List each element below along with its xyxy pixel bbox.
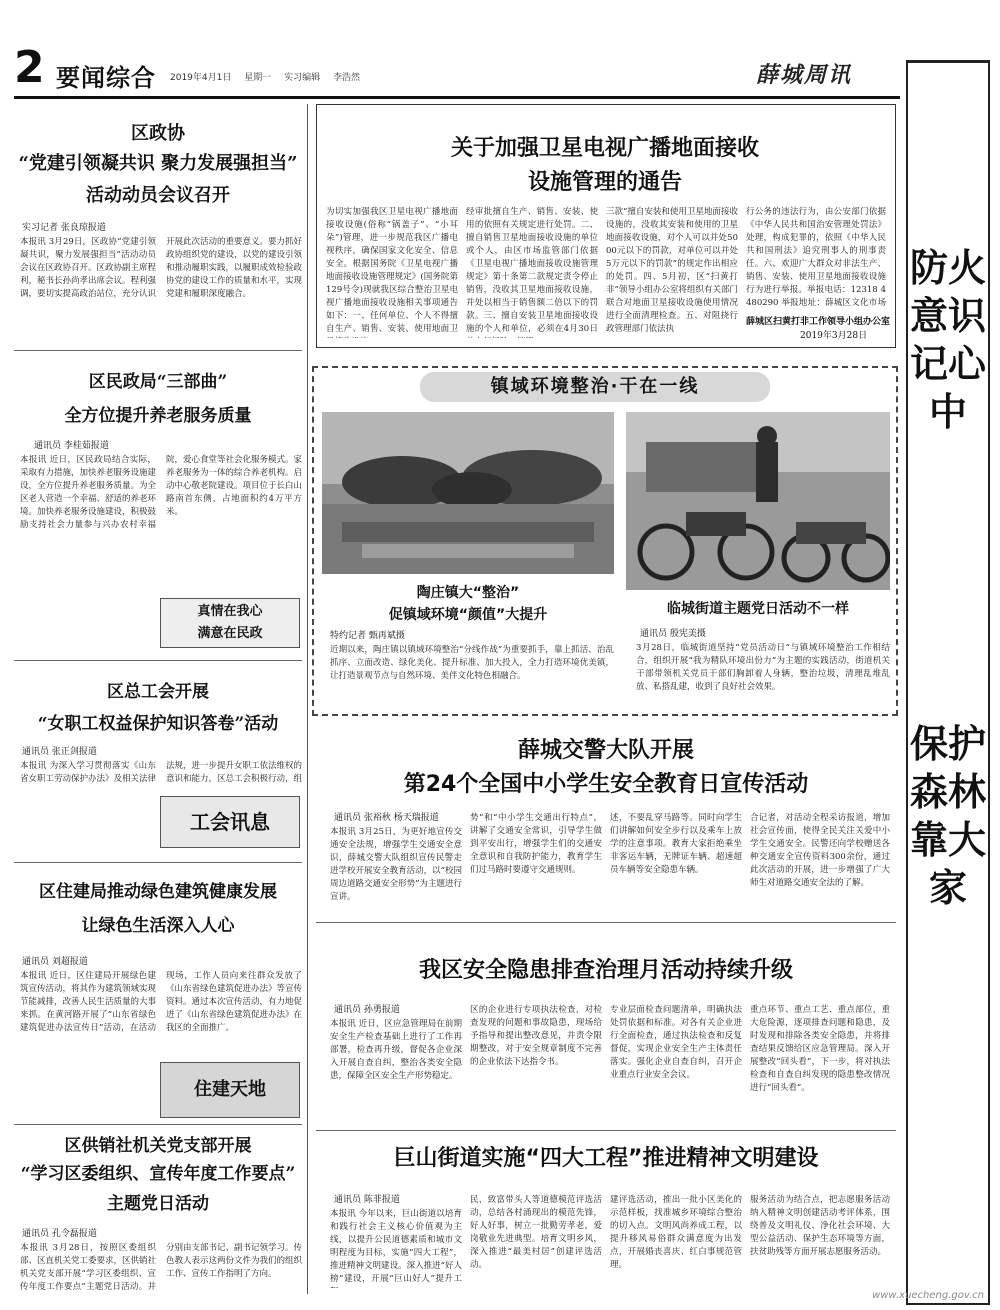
story2-title: 全方位提升养老服务质量 — [64, 406, 252, 426]
story4-title: 让绿色生活深入人心 — [81, 916, 235, 936]
motorcycle-photo-illustration — [626, 412, 890, 590]
feature-left-photo — [322, 412, 614, 574]
issue-weekday: 星期一 — [244, 73, 272, 83]
story3-body: 本报讯 为深入学习贯彻落实《山东省女职工劳动保护办法》及相关法律法规，进一步提升女职工依法维权的意识和能力，区总工会积极行动，组 — [20, 761, 302, 784]
feature-right-body: 3月28日，临城街道坚持“党员活动日”与镇域环境整治工作相结合，组织开展“我为精队环境出份力”为主题的实践活动，街道机关干部带领机关党员干部们胸卸着人身辆，整治垃圾，清理乱堆乱放、私搭乱建，收到了良好社会效果。 — [636, 643, 890, 692]
column-divider — [307, 104, 308, 1294]
traffic-byline: 通讯员 张裕秋 杨天瑞报道 — [334, 813, 439, 823]
section-name: 要闻综合 — [56, 64, 156, 92]
story1-body: 本报讯 3月29日，区政协“党建引领凝共识，聚力发展强担当”活动动员会议在区政协召开。区政协副主席程利，秘书长孙尚孝出席会议。程利强调，要切实提高政治站位，充分认识开展此次活动的重要意义。要力抓好政协组织党的建设，以党的建设引领和推动履职实践，以履职成效检验政协党的建设工作的质量和水平，实现党建和履职深度融合。 — [20, 237, 302, 299]
story5-subtitle: 主题党日活动 — [107, 1194, 209, 1214]
story2-image — [160, 598, 300, 648]
jushan-body-col1: 本报讯 今年以来，巨山街道以培育和践行社会主义核心价值观为主线，以提升公民道德素质和城市文明程度为目标，实施“四大工程”，推进精神文明建设。深入推进“好人榜”建设，开展“巨山好人”提升工 — [330, 1209, 462, 1284]
notice-body-col3: 三款“擅自安装和使用卫星地面接收设施的，没收其安装和使用的卫星地面接收设施，对个人可以并处5000元以下的罚款，对单位可以并处5万元以下的罚款”的规定作出相应的处罚。四、5月初，区“扫黄打非”领导小组办公室将组织有关部门联合对地面卫星接收设施使用情况进行全面清理检查。五、对阻挠行政管理部门依法执 — [606, 207, 738, 334]
traffic-body-col3: 述，不要乱穿马路等。同时向学生们讲解如何安全步行以及乘车上放学的注意事项。教育大家拒绝乘坐非客运车辆，无牌证车辆、超速超员车辆等安全隐患车辆。 — [610, 813, 742, 875]
story2-kicker: 区民政局“三部曲” — [88, 372, 228, 392]
traffic-title — [316, 734, 896, 802]
story4-kicker: 区住建局推动绿色建筑健康发展 — [39, 882, 277, 902]
safety-body-col2: 区的企业进行专项执法检查，对检查发现的问题和事故隐患，现场给予指导和提出整改意见，并责令限期整改，对于安全规章制度不完善的企业依法下达指令书。 — [470, 1005, 602, 1067]
issue-date: 2019年4月1日 — [170, 73, 232, 83]
notice-body-col1: 为切实加强我区卫星电视广播地面接收设施(俗称“锅盖子”、“小耳朵”)管理，进一步规范我区广播电视秩序，确保国家文化安全、信息安全。根据国务院《卫星电视广播地面接收设施管理规定》(国务院第129号令)现就我区综合整治卫星电视广播地面接收设施相关事项通告如下：一、任何单位、个人不得擅自生产、销售、安装、使用地面卫 — [326, 207, 458, 334]
masthead-rule — [14, 96, 900, 99]
story-divider — [14, 1124, 302, 1125]
safety-title: 我区安全隐患排查治理月活动持续升级 — [418, 958, 793, 983]
story2-image-line1: 真情在我心 — [197, 604, 263, 619]
masthead-meta — [170, 70, 370, 83]
story5-body: 本报讯 3月28日，按照区委组织部、区直机关党工委要求，区供销社机关党支部开展“学习区委组织、宣传年度工作要点”主题党日活动。并分别由支部书记、副书记领学习。传色教人表示这两份文件为我们的组织工作、宣传工作指明了方向。 — [20, 1243, 302, 1292]
traffic-title-line2: 第24个全国中小学生安全教育日宣传活动 — [403, 772, 809, 797]
story1-title: “党建引领凝共识 聚力发展强担当” — [18, 153, 298, 174]
story4-image-text: 住建天地 — [194, 1079, 266, 1100]
slogan-part1: 防火意识记心中 — [909, 246, 986, 434]
story4-body: 本报讯 近日，区住建局开展绿色建筑宣传活动，将其作为建筑领域实现节能减排，改善人民生活质量的大事来抓。在黄河路开展了“山东省绿色建筑促进办法宣传日”活动，在活动现场，工作人员向来往群众发放了《山东省绿色建筑促进办法》等宣传资料。通过本次宣传活动，有力地促进了《山东省绿色建筑促进办法》在我区的全面推广。 — [20, 971, 302, 1033]
story-divider — [316, 922, 896, 923]
notice-title-line2: 设施管理的通告 — [527, 170, 682, 195]
page-number: 2 — [14, 42, 45, 93]
plaza-photo-illustration — [322, 412, 614, 574]
notice-signoff: 薛城区扫黄打非工作领导小组办公室 — [746, 317, 891, 327]
feature-left-caption-line2: 促镇域环境“颜值”大提升 — [388, 607, 548, 623]
notice-date: 2019年3月28日 — [800, 331, 868, 341]
feature-right-caption: 临城街道主题党日活动不一样 — [667, 601, 849, 617]
feature-left-caption — [322, 582, 614, 626]
editor-label: 实习编辑 — [284, 73, 321, 83]
story1-kicker: 区政协 — [131, 123, 185, 144]
story2-image-line2: 满意在民政 — [197, 626, 263, 641]
feature-left-body: 近期以来，陶庄镇以镇域环境整治“分线作战”为重要抓手，靠上抓活、治乱抓序、立面改造、绿化美化、提升标准、加大投入，全力打造环境优美镇，让打造景观节点与自然环境、美伴文化特色相融合。 — [330, 645, 614, 681]
traffic-body-col4: 合记者，对活动全程采访报道，增加社会宣传面，使得全民关注关爱中小学生交通安全。民警还向学校赠送各种交通安全宣传资料300余份，通过此次活动的开展，进一步增强了广大师生对道路交通安全法的了解。 — [750, 813, 890, 888]
feature-right-photo — [626, 412, 890, 590]
safety-byline: 通讯员 孙勇报道 — [334, 1005, 400, 1015]
notice-body-col2: 经审批擅自生产、销售、安装、使用的依照有关规定进行处罚。二、擅自销售卫星地面接收设施的单位或个人，由区市场监管部门依据《卫星电视广播地面接收设施管理规定》第十条第二款规定责令停止销售，没收其卫星地面接收设施，并处以相当于销售额二倍以下的罚款。三、擅自安装卫星地面接收设施的个人和单位，必须在4月30日 — [466, 207, 598, 334]
story5-title: “学习区委组织、宣传年度工作要点” — [20, 1164, 296, 1184]
safety-body-col1: 本报讯 近日，区应急管理局在前期安全生产检查基础上进行了工作再部署，检查再升级，督促各企业深入开展自查自纠，整治各类安全隐患，保障全区安全生产形势稳定。 — [330, 1019, 462, 1081]
story1-subtitle: 活动动员会议召开 — [86, 185, 230, 206]
feature-banner: 镇域环境整治·干在一线 — [420, 372, 770, 402]
story2-byline: 通讯员 李桂茹报道 — [34, 441, 109, 451]
story3-title: “女职工权益保护知识答卷”活动 — [37, 714, 279, 734]
feature-right-byline: 通讯员 殷宪美摄 — [640, 629, 706, 639]
slogan-part2: 保护森林靠大家 — [909, 722, 986, 910]
notice-body-col4: 行公务的违法行为，由公安部门依据《中华人民共和国治安管理处罚法》处理，构成犯罪的，依照《中华人民共和国刑法》追究刑事人的刑事责任。六、欢迎广大群众对非法生产、销售、安装、使用卫星地面接收设施行为进行举报。举报电话：12318 4480290 举报地址：薛城区文化市场 — [746, 207, 886, 308]
feature-left-caption-line1: 陶庄镇大“整治” — [416, 585, 520, 601]
proofreader-name: 李浩然 — [333, 73, 361, 83]
jushan-body-col2: 民，致富带头人等道德模范评选活动，总结各村涌现出的模范先锋，好人好事，树立一批勤劳孝老，爱岗敬业先进典型。培育文明乡风，深入推进“最美村居”创建评选活动。 — [470, 1195, 602, 1270]
story3-image-text: 工会讯息 — [190, 810, 270, 834]
story-divider — [14, 862, 302, 863]
traffic-body-col2: 势”和“中小学生交通出行特点”，讲解了交通安全常识，引导学生做到平安出行，增强学生们的交通安全意识和自我防护能力，教育学生们过马路时要遵守交通规则。 — [470, 813, 602, 875]
newspaper-brand-logo: 薛城周讯 — [756, 62, 853, 88]
story-divider — [14, 350, 302, 351]
jushan-body-col4: 服务活动为结合点，把志愿服务活动纳入精神文明创建活动考评体系，围绕普及文明礼仪、净化社会环境、大型公益活动、保护生态环境等方面，扶贫助残等方面开展志愿服务活动。 — [750, 1195, 890, 1257]
safety-body-col3: 专业层面检查问题清单，明确执法处罚依据和标准。对各有关企业进行全面检查，通过执法检查和反复督促，实现企业安全生产主体责任落实。强化企业自查自纠，召开企业重点行业安全会议。 — [610, 1005, 742, 1080]
story3-image — [160, 796, 300, 848]
story-divider — [14, 660, 302, 661]
story4-byline: 通讯员 刘超报道 — [22, 957, 88, 967]
story4-image — [160, 1062, 300, 1118]
jushan-body-col3: 建评选活动，推出一批小区美化的示范样板，找准城乡环境综合整治的切入点。文明风尚养成工程，以提升移风易俗群众满意度为出发点，开展婚丧喜庆、红白事规范管理。 — [610, 1195, 742, 1270]
jushan-byline: 通讯员 陈菲报道 — [334, 1195, 400, 1205]
notice-title-line1: 关于加强卫星电视广播地面接收 — [450, 136, 759, 161]
traffic-body-col1: 本报讯 3月25日，为更好地宣传交通安全法规，增强学生交通安全意识，薛城交警大队组织宣传民警走进学校开展安全教育活动，以“校园周边道路交通安全形势”为主题进行宣讲。 — [330, 827, 462, 902]
story5-kicker: 区供销社机关党支部开展 — [64, 1136, 252, 1156]
traffic-title-line1: 薛城交警大队开展 — [517, 738, 694, 763]
story5-byline: 通讯员 孔令磊报道 — [22, 1229, 97, 1239]
story1-byline: 实习记者 张良琼报道 — [22, 223, 106, 233]
story2-body: 本报讯 近日，区民政局结合实际，采取有力措施，加快养老服务设施建设，全方位提升养老服务质量。为全区老人营造一个幸福、舒适的养老环境。加快养老服务设施建设，积极鼓励支持社会力量参与兴办农村幸福院，爱心食堂等社会化服务模式。家养老服务为一体的综合养老机构。启动中心敬老院建设。项目位于长白山路南首东侧，占地面积约4万平方米。 — [20, 455, 302, 530]
notice-title — [330, 132, 880, 200]
feature-left-byline: 特约记者 甄再斌摄 — [330, 631, 405, 641]
story3-byline: 通讯员 张正剑报道 — [22, 747, 97, 757]
jushan-title: 巨山街道实施“四大工程”推进精神文明建设 — [393, 1146, 819, 1171]
source-url[interactable]: www.xuecheng.gov.cn — [872, 1290, 984, 1301]
story-divider — [316, 1130, 896, 1131]
safety-body-col4: 重点环节、重点工艺、重点部位，重大危险源，逐项排查问题和隐患，及时发现和排除各类安全隐患，并将排查结果反馈给区应急管理局。深入开展整改“回头看”，下一步，将对执法检查和自查自纠发现的隐患整改情况进行“回头看”。 — [750, 1005, 890, 1093]
story3-kicker: 区总工会开展 — [107, 682, 209, 702]
